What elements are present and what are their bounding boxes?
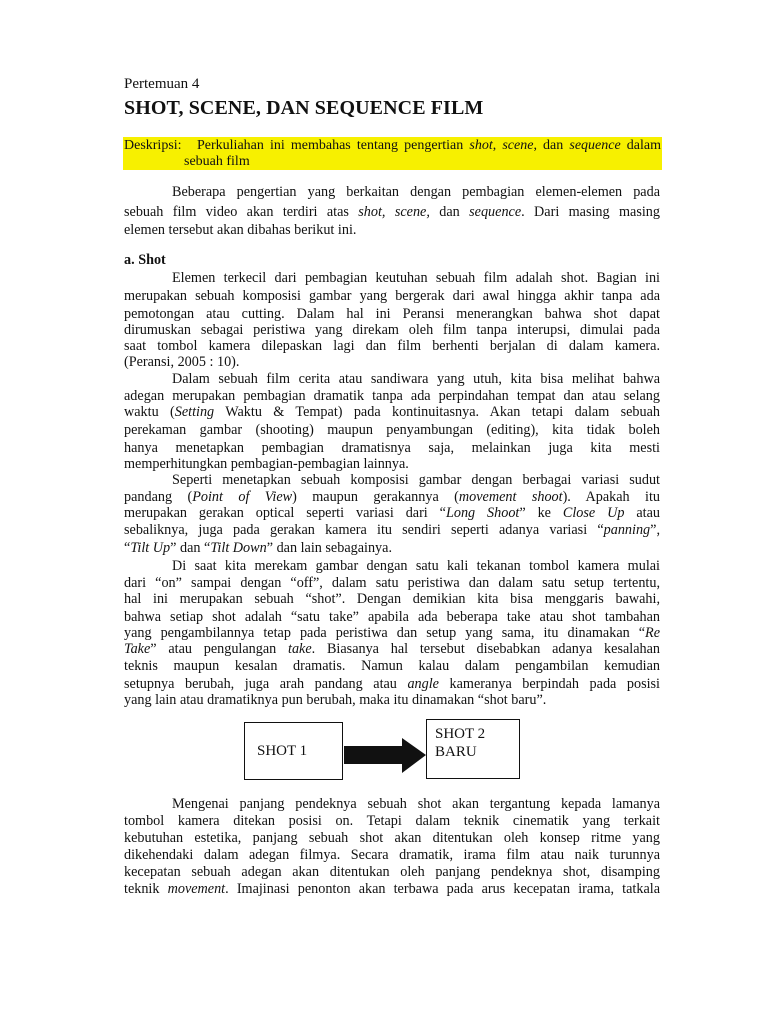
p1-line: (Peransi, 2005 : 10). — [124, 354, 240, 370]
p4-line: teknis maupun kesalan dramatis. Namun kalau dalam pengambilan kemudian — [124, 658, 660, 674]
p1-line: merupakan sebuah komposisi gambar yang bergerak dari awal hingga akhir tanpa ada — [124, 288, 660, 304]
term: take — [288, 641, 312, 657]
desc-text: , — [492, 138, 503, 153]
text: . Imajinasi penonton akan terbawa pada arus kecepatan irama, tatkala — [225, 881, 660, 897]
text: . Biasanya hal tersebut disebabkan adanya kesalahan — [311, 641, 660, 657]
shot-2-label-line-1: SHOT 2 — [435, 726, 486, 742]
p5-line — [124, 881, 660, 897]
p1-line: pemotongan atau cutting. Dalam hal ini Peransi menerangkan bahwa shot dapat — [124, 306, 660, 322]
text: ” atau pengulangan — [150, 641, 289, 657]
term: movement shoot — [458, 489, 563, 505]
text: ” ke — [519, 505, 563, 521]
term: Take — [124, 641, 151, 657]
text: ” dan lain sebagainya. — [266, 540, 392, 556]
p5-line: tombol kamera ditekan posisi on. Tetapi dalam teknik cinematik yang terkait — [124, 813, 660, 829]
text: pandang ( — [124, 489, 193, 505]
intro-line: Beberapa pengertian yang berkaitan dengan pembagian elemen-elemen pada — [172, 184, 660, 200]
p2-line: adegan merupakan pembagian dramatik tanpa ada perpindahan tempat dan atau selang — [124, 388, 660, 404]
term: movement — [167, 881, 226, 897]
p4-line: yang lain atau dramatiknya pun berubah, maka itu dinamakan “shot baru”. — [124, 692, 547, 708]
term: Close Up — [562, 505, 625, 521]
term: panning — [603, 522, 651, 538]
text: sebuah film video akan terdiri atas — [124, 204, 359, 220]
p2-line: memperhitungkan pembagian-pembagian lainnya. — [124, 456, 409, 472]
p4-line: Di saat kita merekam gambar dengan satu kali tekanan tombol kamera mulai — [172, 558, 660, 574]
text: merupakan gerakan optical seperti variasi dari “ — [124, 505, 446, 521]
description-box — [123, 137, 662, 170]
text: waktu ( — [124, 404, 175, 420]
p4-line — [124, 625, 660, 641]
section-heading-shot: a. Shot — [124, 252, 166, 268]
p1-line: saat tombol kamera dilepaskan lagi dan film berhenti berjalan di dalam kamera. — [124, 338, 660, 354]
p4-line: hal ini merupakan sebuah “shot”. Dengan demikian kita bisa menggaris bawahi, — [124, 591, 660, 607]
p4-line: bahwa setiap shot adalah “satu take” apabila ada beberapa take atau shot tambahan — [124, 609, 660, 625]
shot-2-label-line-2: BARU — [435, 744, 477, 760]
text: setupnya berubah, juga arah pandang atau — [124, 676, 408, 692]
term: Tilt Up — [130, 540, 171, 556]
text: ”, — [650, 522, 660, 538]
desc-text: Perkuliahan ini membahas tentang pengertian — [197, 138, 470, 153]
term: sequence — [469, 204, 522, 220]
term: Tilt Down — [210, 540, 267, 556]
desc-term-scene: scene — [502, 138, 534, 153]
text: “ — [124, 540, 131, 556]
p5-line: dikehendaki dalam adegan filmya. Secara dramatik, irama film atau naik turunnya — [124, 847, 660, 863]
description-label: Deskripsi: — [124, 138, 182, 153]
p2-line: perekaman gambar (shooting) maupun penyambungan (editing), kita tidak boleh — [124, 422, 660, 438]
text: . Dari masing masing — [521, 204, 660, 220]
p3-line — [124, 540, 392, 556]
text: teknik — [124, 881, 168, 897]
text: dan — [429, 204, 470, 220]
p3-line — [124, 522, 660, 538]
text: yang pengambilannya tetap pada peristiwa dan setup yang sama, itu dinamakan “ — [124, 625, 646, 641]
desc-term-sequence: sequence — [569, 138, 621, 153]
intro-line: elemen tersebut akan dibahas berikut ini. — [124, 222, 357, 238]
page-title: SHOT, SCENE, DAN SEQUENCE FILM — [124, 97, 484, 119]
desc-term-shot: shot — [469, 138, 493, 153]
shot-1-label: SHOT 1 — [257, 743, 308, 759]
text: sebaliknya, juga pada gerakan kamera itu sendiri seperti adanya variasi “ — [124, 522, 604, 538]
shot-1-box — [244, 722, 343, 780]
meeting-label: Pertemuan 4 — [124, 76, 200, 92]
p2-line: Dalam sebuah film cerita atau sandiwara yang utuh, kita bisa melihat bahwa — [172, 371, 660, 387]
intro-line — [124, 204, 660, 220]
text: ). Apakah itu — [562, 489, 660, 505]
p3-line — [124, 505, 660, 521]
term: Re — [645, 625, 660, 641]
text: ” dan “ — [170, 540, 211, 556]
shot-2-box — [426, 719, 520, 779]
term: Point of View — [192, 489, 293, 505]
text: kameranya berpindah pada posisi — [438, 676, 660, 692]
p3-line: Seperti menetapkan sebuah komposisi gambar dengan berbagai variasi sudut — [172, 472, 660, 488]
term: shot, scene, — [358, 204, 430, 220]
p5-line: kebutuhan estetika, panjang sebuah shot akan ditentukan oleh konsep ritme yang — [124, 830, 660, 846]
term: Long Shoot — [445, 505, 520, 521]
desc-text: , dan — [533, 138, 570, 153]
term: Setting — [174, 404, 215, 420]
p1-line: dirumuskan sebagai peristiwa yang direkam oleh film tanpa interupsi, dimulai pada — [124, 322, 660, 338]
p5-line: kecepatan sebuah adegan akan ditentukan oleh panjang pendeknya shot, disamping — [124, 864, 660, 880]
term: angle — [407, 676, 439, 692]
p4-line: dari “on” sampai dengan “off”, dalam satu peristiwa dan dalam satu setup tertentu, — [124, 575, 660, 591]
description-line-1 — [197, 138, 661, 154]
p4-line — [124, 676, 660, 692]
text: atau — [624, 505, 660, 521]
description-line-2: sebuah film — [184, 154, 250, 169]
p1-line: Elemen terkecil dari pembagian keutuhan sebuah film adalah shot. Bagian ini — [172, 270, 660, 286]
text: Waktu & Tempat) pada kontinuitasnya. Akan tetapi dalam sebuah — [214, 404, 660, 420]
p5-line: Mengenai panjang pendeknya sebuah shot akan tergantung kepada lamanya — [172, 796, 660, 812]
p4-line — [124, 641, 660, 657]
arrow-right-icon — [342, 736, 428, 776]
text: ) maupun gerakannya ( — [292, 489, 459, 505]
p2-line: hanya menetapkan pembagian dramatisnya saja, melainkan juga kita mesti — [124, 440, 660, 456]
arrow-shape — [344, 738, 426, 773]
p2-line — [124, 404, 660, 420]
p3-line — [124, 489, 660, 505]
desc-text: dalam — [620, 138, 662, 153]
